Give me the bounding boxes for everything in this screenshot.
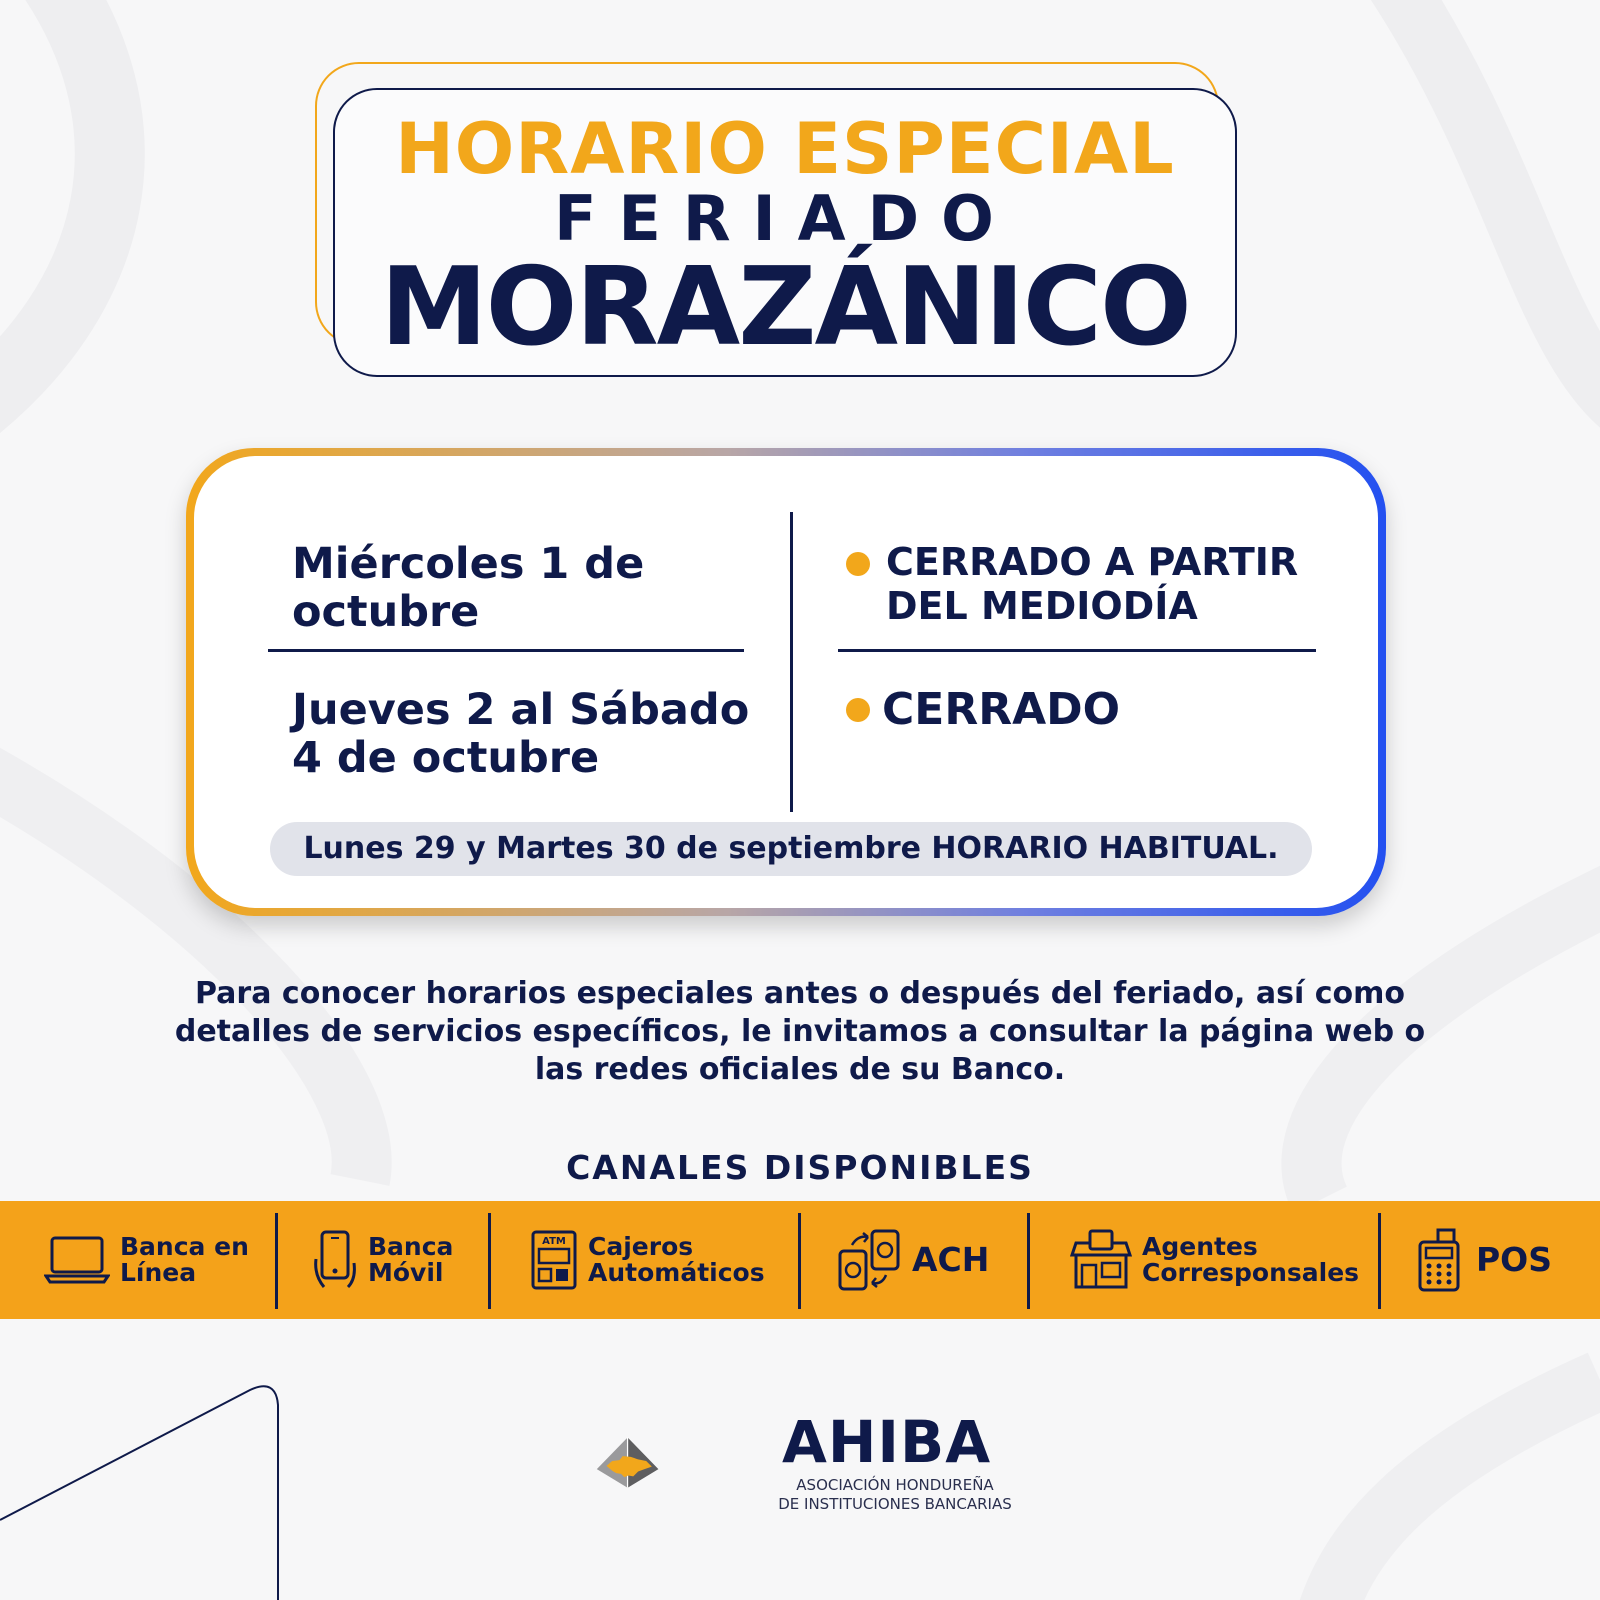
channel-label-line1: ACH xyxy=(912,1240,990,1279)
money-transfer-icon xyxy=(838,1229,902,1291)
channel-banca-movil xyxy=(312,1201,453,1319)
bullet-dot-icon xyxy=(846,552,870,576)
logo-subtitle-line1: ASOCIACIÓN HONDUREÑA xyxy=(796,1476,994,1494)
channel-label-line2: Móvil xyxy=(368,1258,444,1287)
channel-separator xyxy=(1378,1213,1381,1309)
channel-separator xyxy=(798,1213,801,1309)
schedule-card-inner xyxy=(194,456,1378,908)
schedule-card xyxy=(186,448,1386,916)
schedule-status-2-text: CERRADO xyxy=(882,684,1121,735)
schedule-divider-vertical xyxy=(790,512,793,812)
schedule-divider-right xyxy=(838,649,1316,652)
schedule-divider-left xyxy=(268,649,744,652)
schedule-status-1-text: CERRADO A PARTIR DEL MEDIODÍA xyxy=(886,540,1299,628)
channel-label-line1: Banca xyxy=(368,1232,454,1261)
atm-icon xyxy=(530,1229,578,1291)
channels-title: CANALES DISPONIBLES xyxy=(566,1148,1034,1187)
bullet-dot-icon xyxy=(846,698,870,722)
channels-band xyxy=(0,1201,1600,1319)
schedule-day-1: Miércoles 1 de octubre xyxy=(292,539,645,637)
pos-terminal-icon xyxy=(1416,1228,1466,1292)
ahiba-logo-subtitle xyxy=(770,1476,1020,1514)
atm-icon-text: ATM xyxy=(542,1236,566,1247)
title-line-1: HORARIO ESPECIAL xyxy=(395,108,1175,190)
channel-separator xyxy=(488,1213,491,1309)
schedule-status-1 xyxy=(846,540,1326,628)
storefront-icon xyxy=(1070,1229,1132,1291)
channel-banca-en-linea xyxy=(44,1201,249,1319)
channel-ach xyxy=(838,1201,989,1319)
channel-label-line2: Automáticos xyxy=(588,1258,765,1287)
channel-label-line1: Agentes xyxy=(1142,1232,1258,1261)
channel-label-line1: Banca en xyxy=(120,1232,249,1261)
schedule-status-2 xyxy=(846,686,1120,734)
channel-label-line1: Cajeros xyxy=(588,1232,694,1261)
channel-separator xyxy=(1027,1213,1030,1309)
info-paragraph: Para conocer horarios especiales antes o después del feriado, así como detalles de servicios específicos, le invitamos a consultar la página web o las redes oficiales de su Banco. xyxy=(174,976,1426,1087)
title-box xyxy=(333,88,1237,377)
title-line-2: FERIADO xyxy=(554,182,1016,255)
channel-cajeros xyxy=(530,1201,765,1319)
channel-separator xyxy=(275,1213,278,1309)
channel-label-line2: Línea xyxy=(120,1258,197,1287)
logo-subtitle-line2: DE INSTITUCIONES BANCARIAS xyxy=(778,1495,1012,1513)
laptop-icon xyxy=(44,1234,110,1286)
channel-pos xyxy=(1416,1201,1552,1319)
ahiba-logo-mark xyxy=(596,1398,766,1528)
channel-label-line2: Corresponsales xyxy=(1142,1258,1360,1287)
corner-line-decoration xyxy=(0,1386,278,1600)
ahiba-logo-name: AHIBA xyxy=(782,1408,992,1476)
mobile-phone-icon xyxy=(312,1229,358,1291)
channel-label-line1: POS xyxy=(1476,1240,1553,1279)
schedule-day-2: Jueves 2 al Sábado 4 de octubre xyxy=(292,685,750,783)
regular-hours-note: Lunes 29 y Martes 30 de septiembre HORARIO HABITUAL. xyxy=(270,822,1312,876)
channel-agentes xyxy=(1070,1201,1359,1319)
title-line-3: MORAZÁNICO xyxy=(380,245,1190,370)
